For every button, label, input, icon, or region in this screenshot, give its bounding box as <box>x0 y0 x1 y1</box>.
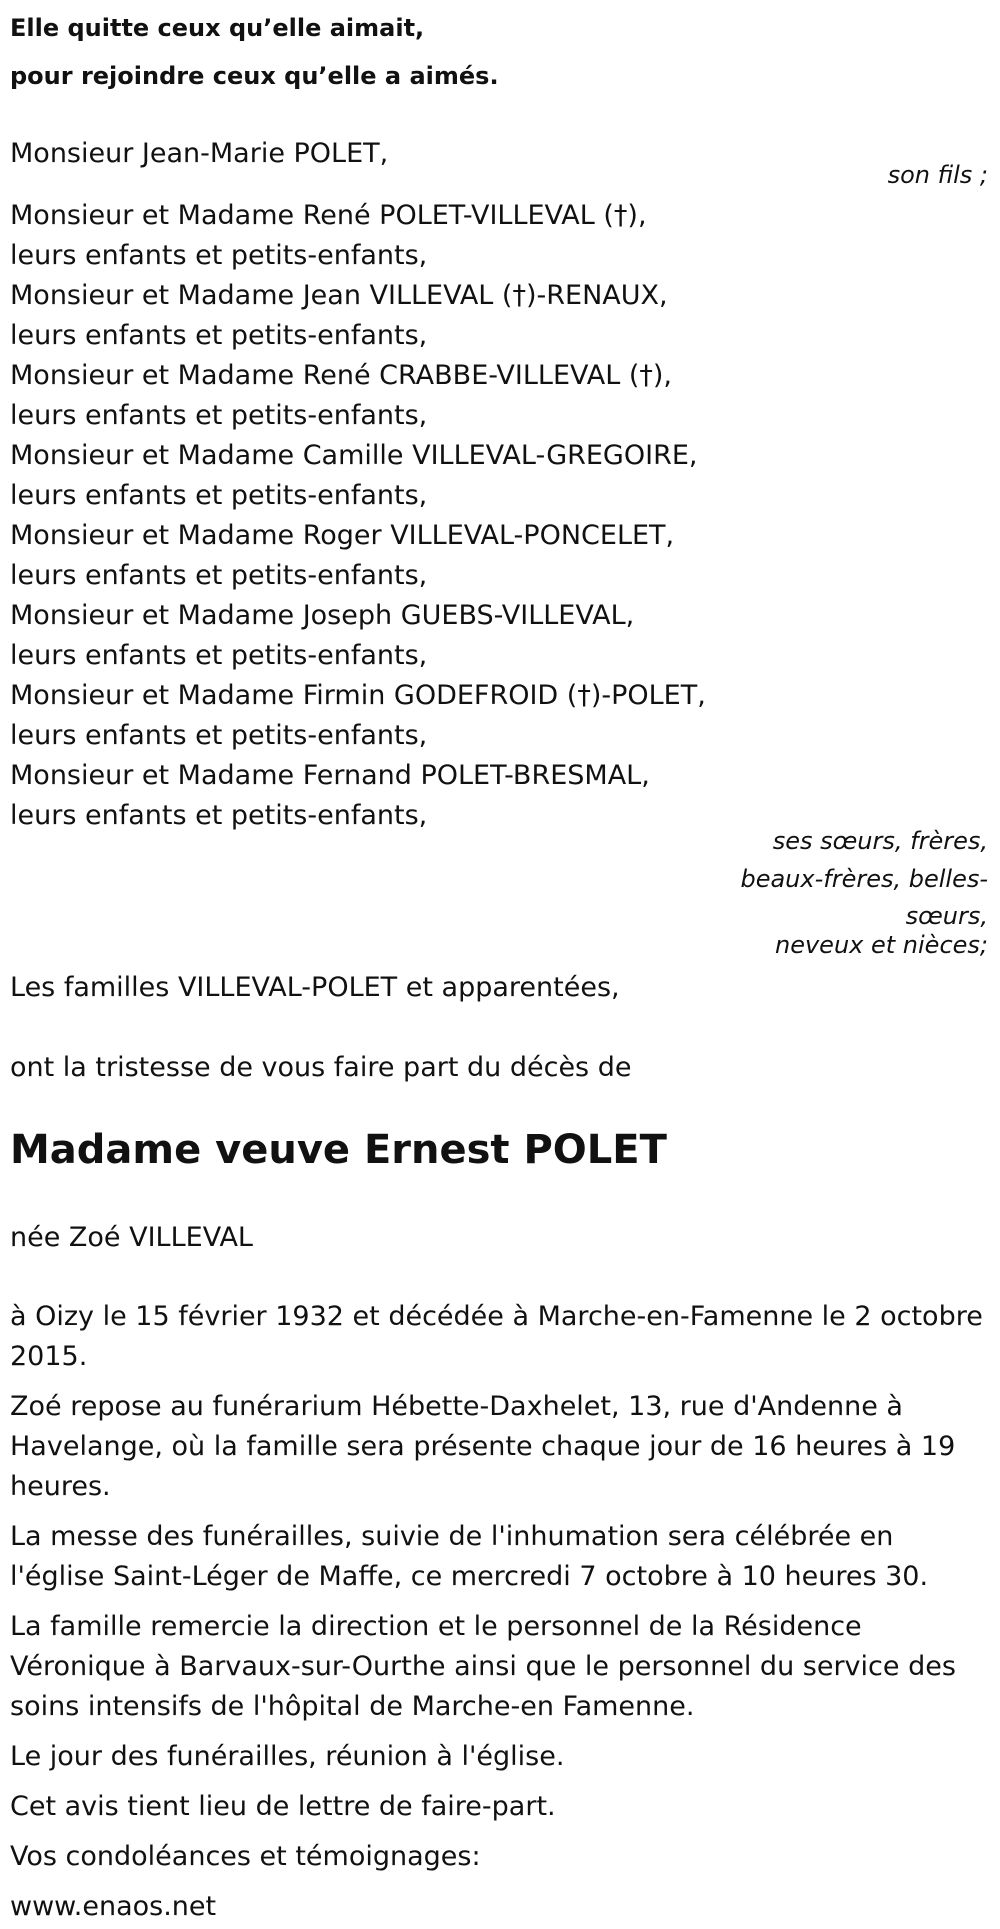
sibling-line: leurs enfants et petits-enfants, <box>10 480 428 511</box>
siblings-role-line: sœurs, <box>905 902 988 930</box>
siblings-list <box>10 196 990 836</box>
sibling-line: leurs enfants et petits-enfants, <box>10 320 428 351</box>
thanks-paragraph: La famille remercie la direction et le personnel de la Résidence Véronique à Barvaux-sur-Ourthe ainsi que le personnel du service des soins intensifs de l'hôpital de Marche-en Famenne. <box>10 1611 956 1722</box>
mass-paragraph: La messe des funérailles, suivie de l'inhumation sera célébrée en l'église Saint-Léger de Maffe, ce mercredi 7 octobre à 10 heures 30. <box>10 1521 929 1592</box>
sibling-line: leurs enfants et petits-enfants, <box>10 640 428 671</box>
sibling-line: Monsieur et Madame Roger VILLEVAL-PONCELET, <box>10 520 675 551</box>
birth-death-paragraph: à Oizy le 15 février 1932 et décédée à Marche-en-Famenne le 2 octobre 2015. <box>10 1301 983 1372</box>
funerarium-paragraph: Zoé repose au funérarium Hébette-Daxhelet, 13, rue d'Andenne à Havelange, où la famille sera présente chaque jour de 16 heures à 19 heures. <box>10 1391 956 1502</box>
details <box>10 1297 990 1927</box>
sibling-line: Monsieur et Madame René CRABBE-VILLEVAL (†), <box>10 360 672 391</box>
siblings-role-line: beaux-frères, belles- <box>740 865 988 893</box>
son-block <box>10 134 990 189</box>
epitaph <box>10 4 499 100</box>
son-name: Monsieur Jean-Marie POLET, <box>10 138 389 169</box>
epitaph-line-1: Elle quitte ceux qu’elle aimait, <box>10 14 425 42</box>
sibling-line: leurs enfants et petits-enfants, <box>10 400 428 431</box>
condolences-paragraph: Vos condoléances et témoignages: <box>10 1841 481 1872</box>
sibling-line: Monsieur et Madame Jean VILLEVAL (†)-RENAUX, <box>10 280 668 311</box>
son-role: son fils ; <box>887 161 988 189</box>
sibling-line: leurs enfants et petits-enfants, <box>10 720 428 751</box>
sibling-line: leurs enfants et petits-enfants, <box>10 560 428 591</box>
sibling-line: leurs enfants et petits-enfants, <box>10 240 428 271</box>
siblings-role-line: ses sœurs, frères, <box>772 827 988 855</box>
epitaph-line-2: pour rejoindre ceux qu’elle a aimés. <box>10 62 499 90</box>
sibling-line: Monsieur et Madame Firmin GODEFROID (†)-POLET, <box>10 680 706 711</box>
sibling-line: Monsieur et Madame Joseph GUEBS-VILLEVAL, <box>10 600 635 631</box>
deceased-name: Madame veuve Ernest POLET <box>10 1127 667 1173</box>
families: Les familles VILLEVAL-POLET et apparentées, <box>10 972 620 1003</box>
deceased-born-name: née Zoé VILLEVAL <box>10 1222 253 1253</box>
notice-paragraph: Cet avis tient lieu de lettre de faire-part. <box>10 1791 556 1822</box>
announcement: ont la tristesse de vous faire part du décès de <box>10 1052 632 1083</box>
sibling-line: Monsieur et Madame Camille VILLEVAL-GREGOIRE, <box>10 440 698 471</box>
sibling-line: Monsieur et Madame Fernand POLET-BRESMAL, <box>10 760 650 791</box>
meeting-paragraph: Le jour des funérailles, réunion à l'église. <box>10 1741 565 1772</box>
sibling-line: Monsieur et Madame René POLET-VILLEVAL (†), <box>10 200 647 231</box>
sibling-line: leurs enfants et petits-enfants, <box>10 800 428 831</box>
website-link[interactable]: www.enaos.net <box>10 1891 217 1922</box>
siblings-role-line: neveux et nièces; <box>775 931 988 959</box>
siblings-role <box>688 822 990 959</box>
